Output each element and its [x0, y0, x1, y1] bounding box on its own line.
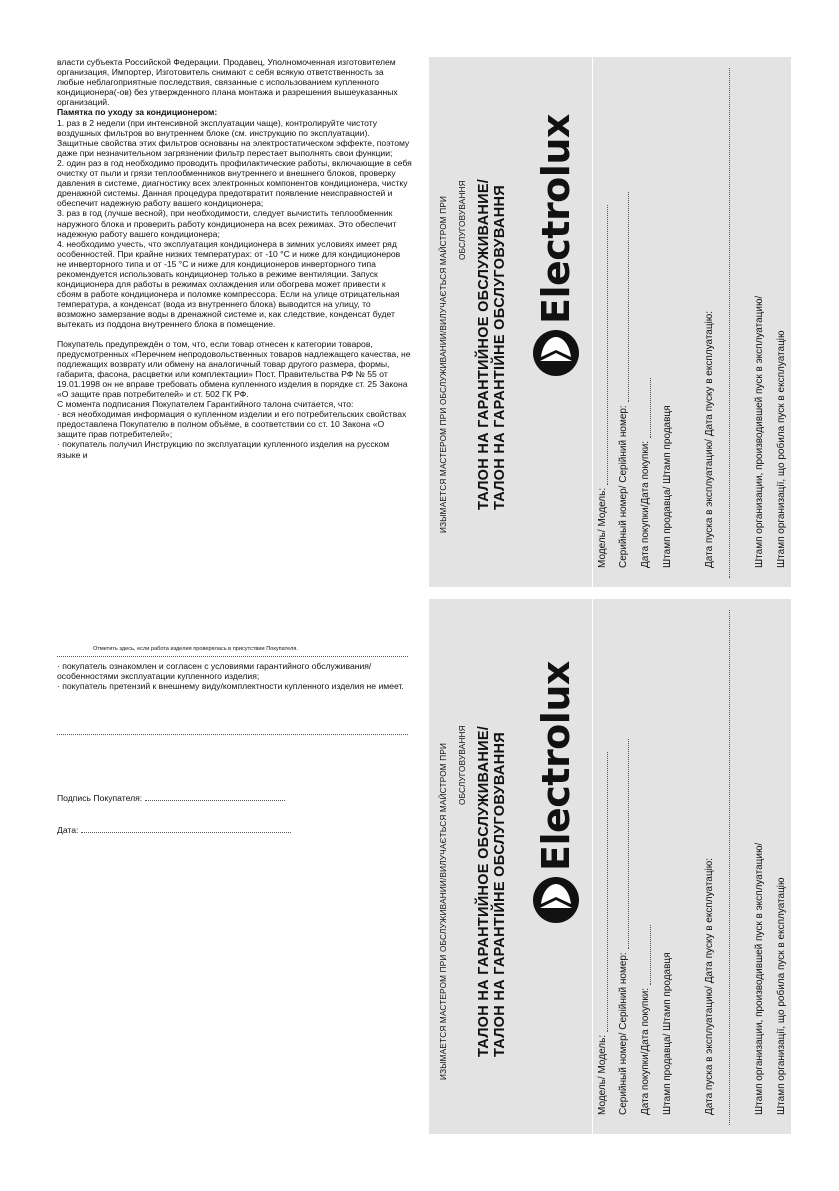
start-date-line[interactable]: [729, 610, 730, 1125]
coupon-header-line-2: ОБСЛУГОВУВАННЯ: [458, 725, 467, 805]
org-stamp-ua-label: Штамп организації, що робила пуск в експлуатацію: [776, 877, 787, 1115]
signature-label: Подпись Покупателя:: [57, 793, 143, 803]
coupon-header-2: [458, 180, 467, 260]
purchase-date-label: Дата покупки/Дата покупки:: [640, 987, 651, 1115]
org-stamp-ua[interactable]: [776, 877, 787, 1115]
electrolux-logo: [533, 661, 579, 923]
brand-name: Electrolux: [534, 114, 578, 324]
model-field[interactable]: [597, 58, 608, 568]
coupon-header-line-1: ИЗЫМАЕТСЯ МАСТЕРОМ ПРИ ОБСЛУЖИВАНИИ/ВИЛУЧАЄТЬСЯ МАЙСТРОМ ПРИ: [439, 742, 448, 1080]
buyer-intro: С момента подписания Покупателем Гарантийного талона считается, что:: [57, 399, 354, 410]
brand-name: Electrolux: [534, 661, 578, 871]
terms-paragraph: власти субъекта Российской Федерации. Продавец, Уполномоченная изготовителем организация, Импортер, Изготовитель снимают с себя всякую ответственность за любые неблагоприятные последствия, связанные с использованием купленного кондиционера(-ов) без утвержденного плана монтажа и разрешения вышеуказанных организаций.: [57, 57, 398, 108]
model-label: Модель/ Модель:: [597, 1034, 608, 1115]
notes-line[interactable]: [57, 734, 408, 735]
buyer-point-manual: · покупатель получил Инструкцию по эксплуатации купленного изделия на русском языке и: [57, 439, 390, 460]
terms-text-block: [57, 57, 412, 460]
care-item-3: 3. раз в год (лучше весной), при необходимости, следует вычистить теплообменник наружного блока и проверить работу кондиционера на всех режимах. Это обеспечит надежную работу вашего кондиционера;: [57, 208, 397, 239]
coupon-divider: [592, 599, 593, 1134]
coupon-header: [439, 743, 448, 1080]
checked-note-line[interactable]: [57, 656, 408, 657]
org-stamp-ru-label: Штамп организации, производившей пуск в эксплуатацию/: [754, 842, 765, 1115]
coupon-title: [476, 726, 508, 1057]
signature-row: [57, 792, 285, 803]
purchase-date-label: Дата покупки/Дата покупки:: [640, 440, 651, 568]
date-row: [57, 824, 291, 835]
purchase-date-field[interactable]: [640, 600, 651, 1115]
org-stamp-ru[interactable]: [754, 296, 765, 568]
buyer-point-terms: · покупатель ознакомлен и согласен с условиями гарантийного обслуживания/особенностями эксплуатации купленного изделия;: [57, 661, 372, 682]
start-date-field[interactable]: [704, 311, 715, 568]
serial-field[interactable]: [618, 600, 629, 1115]
buyer-warning: Покупатель предупреждён о том, что, если товар отнесен к категории товаров, предусмотренных «Перечнем непродовольственных товаров надлежащего качества, не подлежащих возврату или обмену на аналогичный товар другого размера, формы, габарита, фасона, расцветки или комплектации» Пост. Правительства РФ № 55 от 19.01.1998 он не вправе требовать обмена купленного изделия в порядке ст. 25 Закона «О защите прав потребителей» и ст. 502 ГК РФ.: [57, 338, 411, 399]
electrolux-logo: [533, 114, 579, 376]
seller-stamp-label: Штамп продавца/ Штамп продавця: [662, 952, 673, 1115]
org-stamp-ru-label: Штамп организации, производившей пуск в эксплуатацию/: [754, 295, 765, 568]
start-date-field[interactable]: [704, 858, 715, 1115]
coupon-title-ru: ТАЛОН НА ГАРАНТИЙНОЕ ОБСЛУЖИВАНИЕ/: [476, 725, 492, 1057]
warranty-coupon-1: [429, 57, 791, 587]
serial-label: Серийный номер/ Серійний номер:: [618, 952, 629, 1115]
org-stamp-ru[interactable]: [754, 843, 765, 1115]
coupon-header-line-2: ОБСЛУГОВУВАННЯ: [458, 180, 467, 260]
electrolux-emblem-icon: [533, 330, 579, 376]
date-field[interactable]: [81, 824, 291, 833]
start-date-label: Дата пуска в эксплуатацию/ Дата пуску в експлуатацію:: [704, 310, 715, 568]
purchase-date-field[interactable]: [640, 58, 651, 568]
coupon-title-ua: ТАЛОН НА ГАРАНТІЙНЕ ОБСЛУГОВУВАННЯ: [492, 185, 508, 510]
buyer-point-claims: · покупатель претензий к внешнему виду/комплектности купленного изделия не имеет.: [57, 681, 404, 692]
start-date-line[interactable]: [729, 68, 730, 578]
care-title: Памятка по уходу за кондиционером:: [57, 107, 218, 118]
seller-stamp-label: Штамп продавца/ Штамп продавця: [662, 405, 673, 568]
coupon-title-ru: ТАЛОН НА ГАРАНТИЙНОЕ ОБСЛУЖИВАНИЕ/: [476, 178, 492, 510]
coupon-title: [476, 179, 508, 510]
seller-stamp[interactable]: [662, 952, 673, 1115]
serial-field[interactable]: [618, 58, 629, 568]
coupon-header-line-1: ИЗЫМАЕТСЯ МАСТЕРОМ ПРИ ОБСЛУЖИВАНИИ/ВИЛУЧАЄТЬСЯ МАЙСТРОМ ПРИ: [439, 195, 448, 533]
seller-stamp[interactable]: [662, 405, 673, 568]
coupon-header: [439, 63, 448, 533]
coupon-header-2: [458, 725, 467, 805]
org-stamp-ua-label: Штамп организації, що робила пуск в експлуатацію: [776, 330, 787, 568]
serial-label: Серийный номер/ Серійний номер:: [618, 405, 629, 568]
model-field[interactable]: [597, 600, 608, 1115]
buyer-point-info: · вся необходимая информация о купленном изделии и его потребительских свойствах предоставлена Покупателю в полном объёме, в соответствии со ст. 10 Закона «О защите прав потребителей»;: [57, 409, 407, 440]
start-date-label: Дата пуска в эксплуатацию/ Дата пуску в експлуатацію:: [704, 857, 715, 1115]
signature-field[interactable]: [145, 792, 285, 801]
model-label: Модель/ Модель:: [597, 487, 608, 568]
buyer-points-block: [57, 661, 412, 691]
coupon-divider: [592, 57, 593, 587]
coupon-title-ua: ТАЛОН НА ГАРАНТІЙНЕ ОБСЛУГОВУВАННЯ: [492, 732, 508, 1057]
care-item-1: 1. раз в 2 недели (при интенсивной эксплуатации чаще), контролируйте чистоту воздушных фильтров во внутреннем блоке (см. инструкцию по эксплуатации). Защитные свойства этих фильтров основаны на электростатическом эффекте, поэтому даже при незначительном загрязнении фильтр перестает выполнять свои функции;: [57, 117, 410, 158]
org-stamp-ua[interactable]: [776, 330, 787, 568]
checked-note-label: Отметить здесь, если работа изделия проверялась в присутствии Покупателя.: [93, 646, 298, 652]
care-item-4: 4. необходимо учесть, что эксплуатация кондиционера в зимних условиях имеет ряд особенностей. При крайне низких температурах: от -10 °С и ниже для кондиционеров не инверторного типа и от -15 °С и ниже для кондиционеров инверторного типа рекомендуется использовать кондиционер только в режиме вентиляции. Запуск кондиционера для работы в режимах охлаждения или обогрева может привести к сбоям в работе кондиционера и поломке компрессора. Если на улице отрицательная температура, а конденсат (вода из внутреннего блока) выводится на улицу, то возможно замерзание воды в дренажной системе и, как следствие, конденсат будет вытекать из поддона внутреннего блока в помещение.: [57, 238, 401, 330]
warranty-coupon-2: [429, 599, 791, 1134]
electrolux-emblem-icon: [533, 877, 579, 923]
date-label: Дата:: [57, 825, 79, 835]
care-item-2: 2. один раз в год необходимо проводить профилактические работы, включающие в себя очистку от пыли и грязи теплообменников внутреннего и внешнего блоков, проверку давления в системе, диагностику всех электронных компонентов кондиционера, чистку дренажной системы. Данная процедура предотвратит появление неисправностей и обеспечит надежную работу вашего кондиционера;: [57, 157, 412, 209]
